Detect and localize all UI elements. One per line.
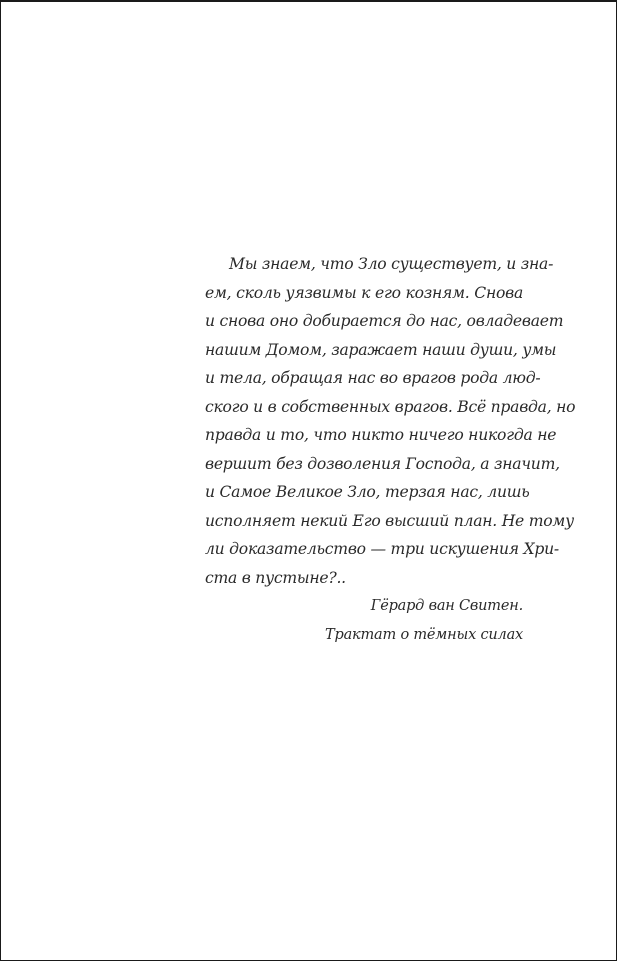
epigraph-line: и снова оно добирается до нас, овладевает [205, 312, 564, 330]
epigraph-line: правда и то, что никто ничего никогда не [205, 426, 557, 444]
epigraph-author: Гёрард ван Свитен. [370, 598, 523, 614]
epigraph-source: Трактат о тёмных силах [325, 626, 523, 643]
epigraph-line: ли доказательство — три искушения Хри- [205, 540, 559, 558]
epigraph-line: ем, сколь уязвимы к его козням. Снова [205, 283, 523, 302]
epigraph-line: и Самое Великое Зло, терзая нас, лишь [205, 483, 530, 501]
epigraph-line: и тела, обращая нас во врагов рода люд- [205, 369, 541, 387]
epigraph-line: ского и в собственных врагов. Всё правда, но [205, 397, 576, 416]
epigraph [205, 250, 576, 649]
epigraph-line: Мы знаем, что Зло существует, и зна- [229, 255, 554, 273]
epigraph-line: исполняет некий Его высший план. Не тому [205, 511, 574, 530]
epigraph-line: ста в пустыне?.. [205, 568, 346, 587]
epigraph-line: вершит без дозволения Господа, а значит, [205, 454, 560, 473]
epigraph-line: нашим Домом, заражает наши души, умы [205, 340, 557, 359]
